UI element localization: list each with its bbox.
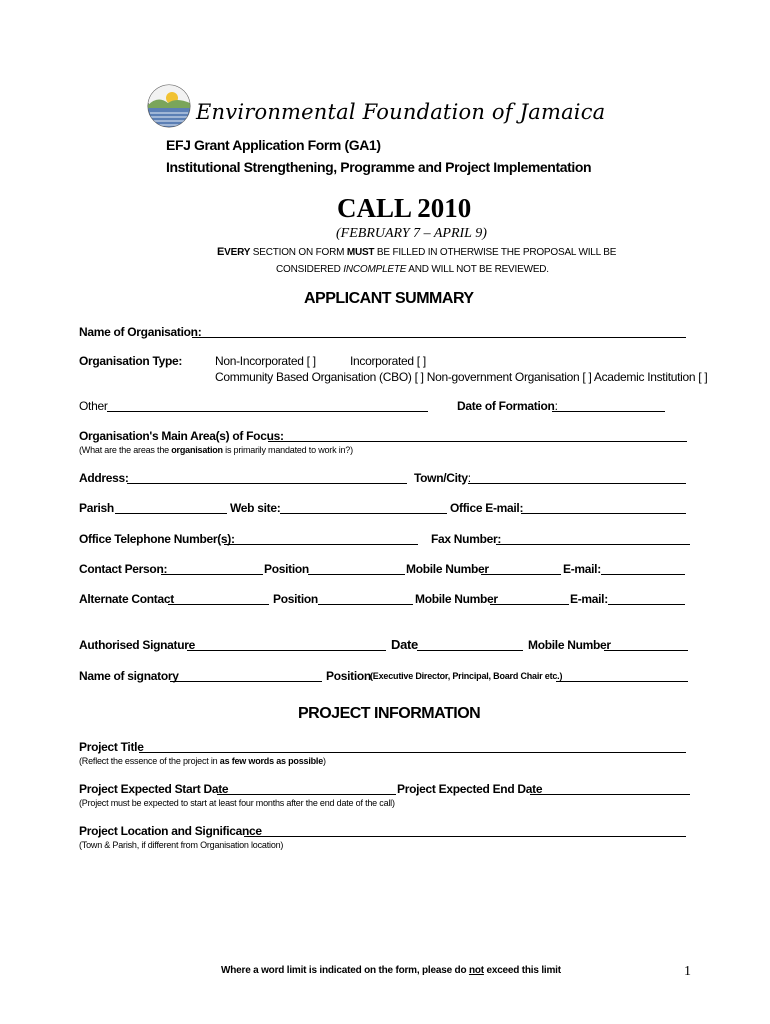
authorised-signature-label: Authorised Signature: [79, 638, 196, 652]
project-title-label: Project Title: [79, 740, 144, 754]
authorised-signature-field[interactable]: [187, 650, 386, 651]
contact-position-field[interactable]: [308, 574, 405, 575]
project-title-note-post: ): [323, 756, 326, 766]
date-of-formation-label: [457, 399, 558, 413]
notice-line-1: [217, 246, 616, 258]
signatory-position-note: (Executive Director, Principal, Board Chair etc.): [370, 671, 563, 681]
alternate-mobile-label: Mobile Number: [415, 592, 498, 606]
signature-mobile-field[interactable]: [604, 650, 688, 651]
alternate-mobile-field[interactable]: [490, 604, 569, 605]
non-incorporated-option[interactable]: Non-Incorporated [ ]: [215, 354, 316, 368]
date-of-formation-field[interactable]: [552, 411, 665, 412]
office-telephone-field[interactable]: [224, 544, 418, 545]
signature-date-field[interactable]: [417, 650, 523, 651]
word-limit-note-not: not: [468, 965, 484, 976]
alternate-position-label: Position: [273, 592, 318, 606]
name-of-signatory-field[interactable]: [170, 681, 322, 682]
project-start-note: (Project must be expected to start at least four months after the end date of the call): [79, 798, 395, 808]
project-title-field[interactable]: [139, 752, 686, 753]
efj-logo: [146, 83, 192, 129]
page-number: 1: [684, 964, 691, 979]
project-start-date-field[interactable]: [217, 794, 396, 795]
contact-position-label: Position: [264, 562, 309, 576]
notice-considered: CONSIDERED: [276, 264, 344, 275]
call-dates: (FEBRUARY 7 – APRIL 9): [336, 226, 487, 241]
notice-must: MUST: [346, 247, 375, 258]
project-title-note-pre: (Reflect the essence of the project in: [79, 756, 220, 766]
project-location-label: Project Location and Significance: [79, 824, 262, 838]
notice-not-reviewed: AND WILL NOT BE REVIEWED.: [406, 264, 549, 275]
alternate-email-label: E-mail:: [570, 592, 608, 606]
contact-person-label: Contact Person:: [79, 562, 168, 576]
alternate-contact-field[interactable]: [168, 604, 269, 605]
web-site-label: Web site:: [230, 501, 281, 515]
contact-mobile-label: Mobile Number: [406, 562, 489, 576]
call-heading: CALL 2010: [337, 193, 472, 223]
alternate-email-field[interactable]: [608, 604, 685, 605]
main-area-note: [79, 445, 353, 455]
word-limit-note: [221, 965, 561, 976]
notice-very: VERY: [224, 247, 251, 258]
notice-incomplete: INCOMPLETE: [343, 264, 407, 275]
notice-text: SECTION ON FORM: [250, 247, 347, 258]
name-of-organisation-field[interactable]: [192, 337, 686, 338]
address-field[interactable]: [127, 483, 407, 484]
main-area-note-pre: (What are the areas the: [79, 445, 172, 455]
project-end-date-field[interactable]: [530, 794, 690, 795]
contact-email-label: E-mail:: [563, 562, 601, 576]
office-telephone-label: Office Telephone Number(s):: [79, 532, 235, 546]
date-of-formation-text: Date of Formation: [457, 399, 555, 413]
project-information-heading: PROJECT INFORMATION: [298, 705, 481, 722]
address-label: Address:: [79, 471, 129, 485]
town-city-text: Town/City: [414, 471, 468, 485]
signature-date-label: Date: [391, 637, 418, 652]
contact-person-field[interactable]: [161, 574, 263, 575]
project-title-note: [79, 756, 326, 766]
organisation-type-label: Organisation Type:: [79, 354, 183, 368]
web-site-field[interactable]: [280, 513, 447, 514]
name-of-signatory-label: Name of signatory: [79, 669, 179, 683]
main-area-note-post: is primarily mandated to work in?): [222, 445, 353, 455]
alternate-contact-label: Alternate Contact: [79, 592, 174, 606]
other-field[interactable]: [107, 411, 428, 412]
signatory-position-label: Position: [326, 669, 371, 683]
other-label: Other: [79, 399, 108, 413]
project-location-note: (Town & Parish, if different from Organisation location): [79, 840, 284, 850]
organisation-title: Environmental Foundation of Jamaica: [196, 100, 606, 124]
office-email-label: Office E-mail:: [450, 501, 524, 515]
notice-e: E: [217, 246, 225, 258]
alternate-position-field[interactable]: [318, 604, 413, 605]
main-area-note-bold: organisation: [171, 445, 223, 455]
applicant-summary-heading: APPLICANT SUMMARY: [304, 290, 474, 307]
project-location-field[interactable]: [244, 836, 686, 837]
organisation-type-options[interactable]: Community Based Organisation (CBO) [ ] Non-government Organisation [ ] Academic Institution [ ]: [215, 370, 708, 384]
date-of-formation-colon: :: [554, 399, 558, 413]
name-of-organisation-label: Name of Organisation:: [79, 325, 202, 339]
project-end-date-label: Project Expected End Date: [397, 782, 543, 796]
project-start-date-label: Project Expected Start Date: [79, 782, 229, 796]
form-title: EFJ Grant Application Form (GA1): [166, 137, 381, 153]
form-subtitle: Institutional Strengthening, Programme and Project Implementation: [166, 159, 592, 175]
contact-mobile-field[interactable]: [481, 574, 561, 575]
town-city-colon: :: [467, 471, 471, 485]
office-email-field[interactable]: [521, 513, 686, 514]
parish-field[interactable]: [115, 513, 227, 514]
word-limit-note-pre: Where a word limit is indicated on the form, please do: [221, 965, 469, 976]
contact-email-field[interactable]: [601, 574, 685, 575]
notice-line-2: [276, 264, 549, 275]
main-area-field[interactable]: [268, 441, 687, 442]
town-city-label: [414, 471, 471, 485]
project-title-note-bold: as few words as possible: [219, 756, 324, 766]
fax-number-label: Fax Number:: [431, 532, 502, 546]
parish-label: Parish: [79, 501, 114, 515]
fax-number-field[interactable]: [496, 544, 690, 545]
signatory-position-field[interactable]: [556, 681, 688, 682]
town-city-field[interactable]: [468, 483, 686, 484]
signature-mobile-label: Mobile Number: [528, 638, 611, 652]
main-area-label: Organisation's Main Area(s) of Focus:: [79, 429, 284, 443]
incorporated-option[interactable]: Incorporated [ ]: [350, 354, 426, 368]
word-limit-note-post: exceed this limit: [483, 965, 561, 976]
notice-text-2: BE FILLED IN OTHERWISE THE PROPOSAL WILL BE: [374, 247, 617, 258]
